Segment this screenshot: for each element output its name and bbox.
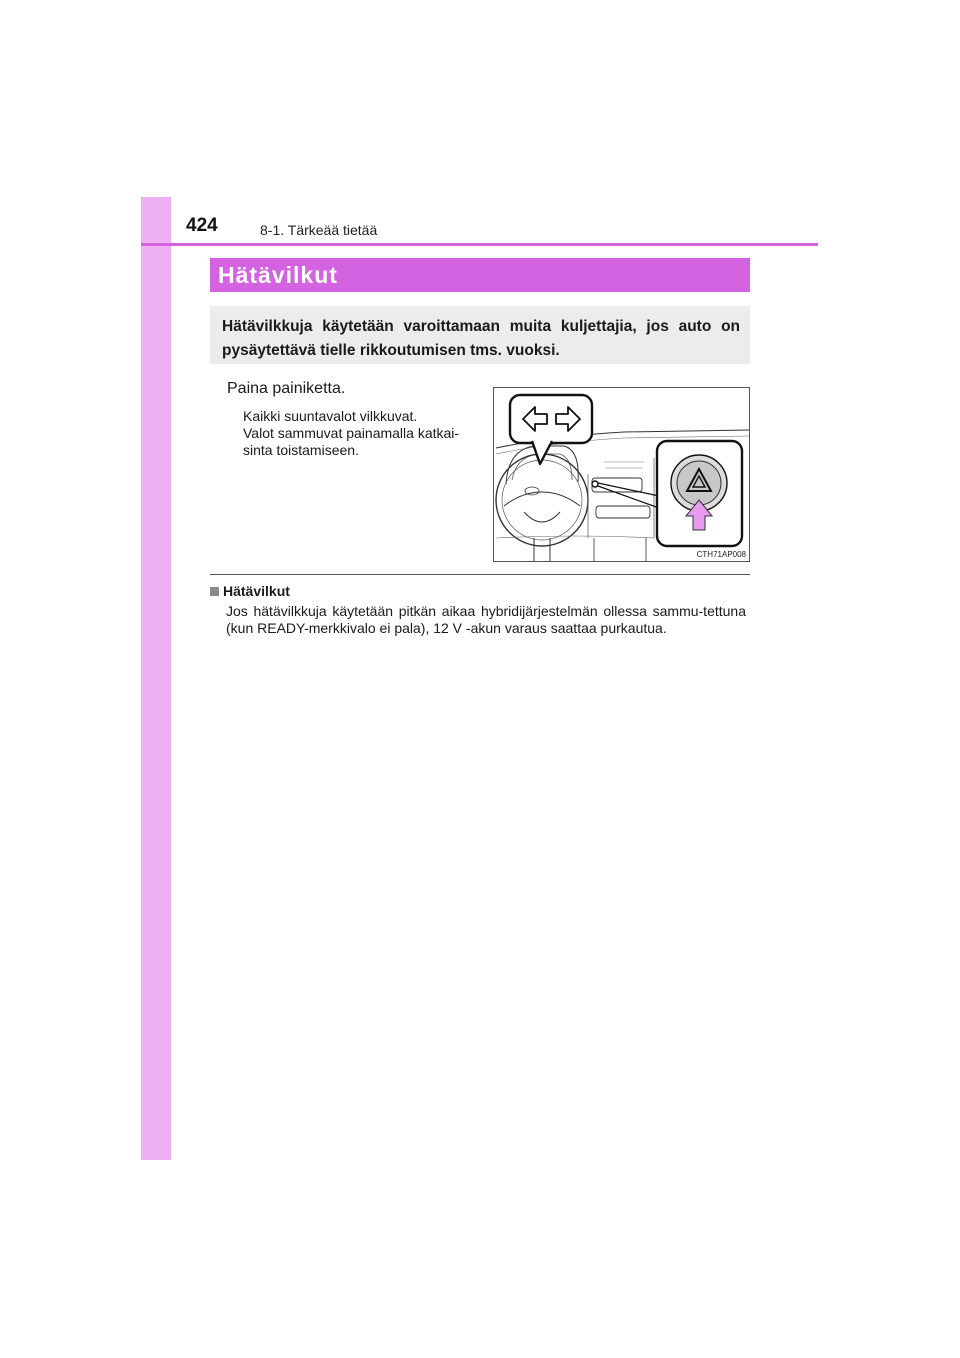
dashboard-illustration (493, 387, 750, 562)
note-heading-text: Hätävilkut (223, 583, 290, 599)
instruction-step: Paina painiketta. (227, 380, 346, 397)
section-title-bar (210, 258, 750, 292)
header-rule (141, 243, 818, 246)
note-heading (210, 583, 290, 599)
instruction-details (243, 408, 483, 459)
figure-code: CTH71AP008 (696, 550, 746, 559)
bullet-square-icon (210, 587, 219, 596)
note-body: Jos hätävilkkuja käytetään pitkän aikaa hybridijärjestelmän ollessa sammu-tettuna (kun READY-merkkivalo ei pala), 12 V -akun varaus saattaa purkautua. (226, 603, 746, 636)
dashboard-drawing (494, 388, 749, 561)
section-divider (210, 574, 750, 575)
section-title: Hätävilkut (218, 262, 338, 288)
instruction-detail-line: Kaikki suuntavalot vilkkuvat. (243, 408, 418, 424)
page-number: 424 (186, 215, 218, 236)
intro-box (210, 306, 750, 364)
intro-text: Hätävilkkuja käytetään varoittamaan muita kuljettajia, jos auto on pysäytettävä tielle rikkoutumisen tms. vuoksi. (222, 318, 740, 359)
chapter-title: 8-1. Tärkeää tietää (260, 222, 378, 238)
instruction-detail-line: sinta toistamiseen. (243, 442, 359, 458)
instruction-detail-line: Valot sammuvat painamalla katkai- (243, 425, 460, 441)
side-tab-strip (141, 197, 171, 1160)
hazard-switch-callout (657, 441, 742, 546)
